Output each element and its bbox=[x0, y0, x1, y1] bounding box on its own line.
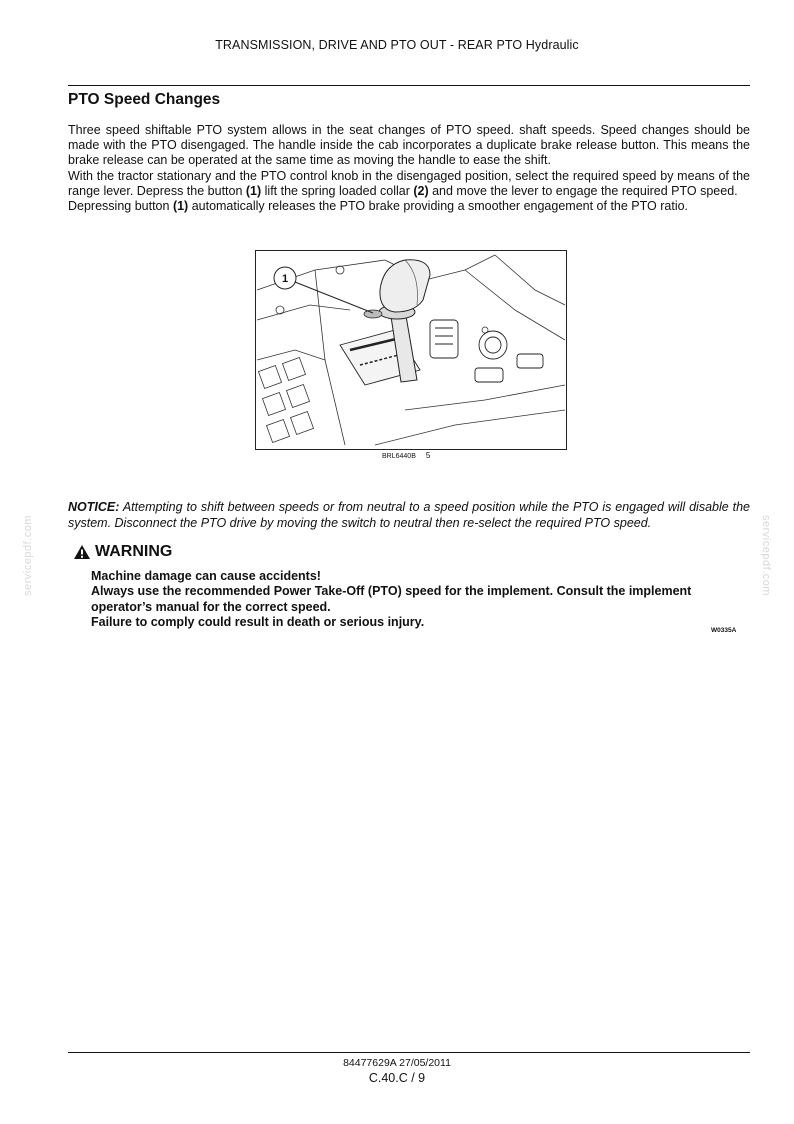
warning-body bbox=[91, 569, 741, 630]
footer-page-number: C.40.C / 9 bbox=[368, 1071, 426, 1085]
pto-lever-figure bbox=[255, 250, 567, 450]
section-title: PTO Speed Changes bbox=[68, 91, 221, 108]
footer-rule bbox=[68, 1052, 750, 1053]
warning-line-3: Failure to comply could result in death or serious injury. bbox=[91, 614, 425, 629]
footer-doc-id: 84477629A 27/05/2011 bbox=[343, 1057, 451, 1069]
ref-button: (1) bbox=[172, 199, 189, 214]
ref-collar: (2) bbox=[413, 183, 429, 198]
warning-triangle-icon bbox=[73, 544, 91, 560]
warning-line-1: Machine damage can cause accidents! bbox=[91, 569, 321, 583]
watermark-right: servicepdf.com bbox=[760, 515, 772, 596]
paragraph-1: Three speed shiftable PTO system allows in the seat changes of PTO speed. shaft speeds. Speed changes should be made with the PTO disengaged. The handle inside the cab incorporates a duplicate brake release button. This means the brake release can be operated at the same time as moving the handle to ease the shift. bbox=[68, 123, 750, 168]
header-rule bbox=[68, 85, 750, 86]
paragraph-3: Depressing button (1) automatically releases the PTO brake providing a smoother engagement of the PTO ratio. bbox=[68, 199, 689, 214]
notice-text: Attempting to shift between speeds or from neutral to a speed position while the PTO is engaged will disable the system. Disconnect the PTO drive by moving the switch to neutral then re-select the required PTO speed. bbox=[68, 500, 750, 530]
paragraph-2: With the tractor stationary and the PTO control knob in the disengaged position, select the required speed by means of the range lever. Depress the button (1) lift the spring loaded collar (2) and move the lever to engage the required PTO speed. bbox=[68, 168, 750, 198]
pto-lever-illustration bbox=[255, 250, 567, 450]
figure-caption bbox=[382, 451, 430, 460]
warning-heading bbox=[73, 543, 172, 561]
figure-code: BRL6440B bbox=[382, 453, 416, 460]
running-header: TRANSMISSION, DRIVE AND PTO OUT - REAR PTO Hydraulic bbox=[215, 38, 579, 52]
notice-block bbox=[68, 500, 750, 531]
body-text bbox=[68, 123, 750, 214]
warning-title: WARNING bbox=[95, 543, 173, 560]
figure-number: 5 bbox=[425, 451, 431, 460]
watermark-left: servicepdf.com bbox=[22, 515, 34, 596]
warning-code: W0335A bbox=[711, 627, 737, 634]
ref-button: (1) bbox=[245, 183, 262, 198]
callout-label: 1 bbox=[281, 273, 289, 285]
notice-label: NOTICE: bbox=[68, 500, 120, 514]
warning-line-2: Always use the recommended Power Take-Off (PTO) speed for the implement. Consult the implement operator’s manual for the correct speed. bbox=[91, 584, 692, 614]
